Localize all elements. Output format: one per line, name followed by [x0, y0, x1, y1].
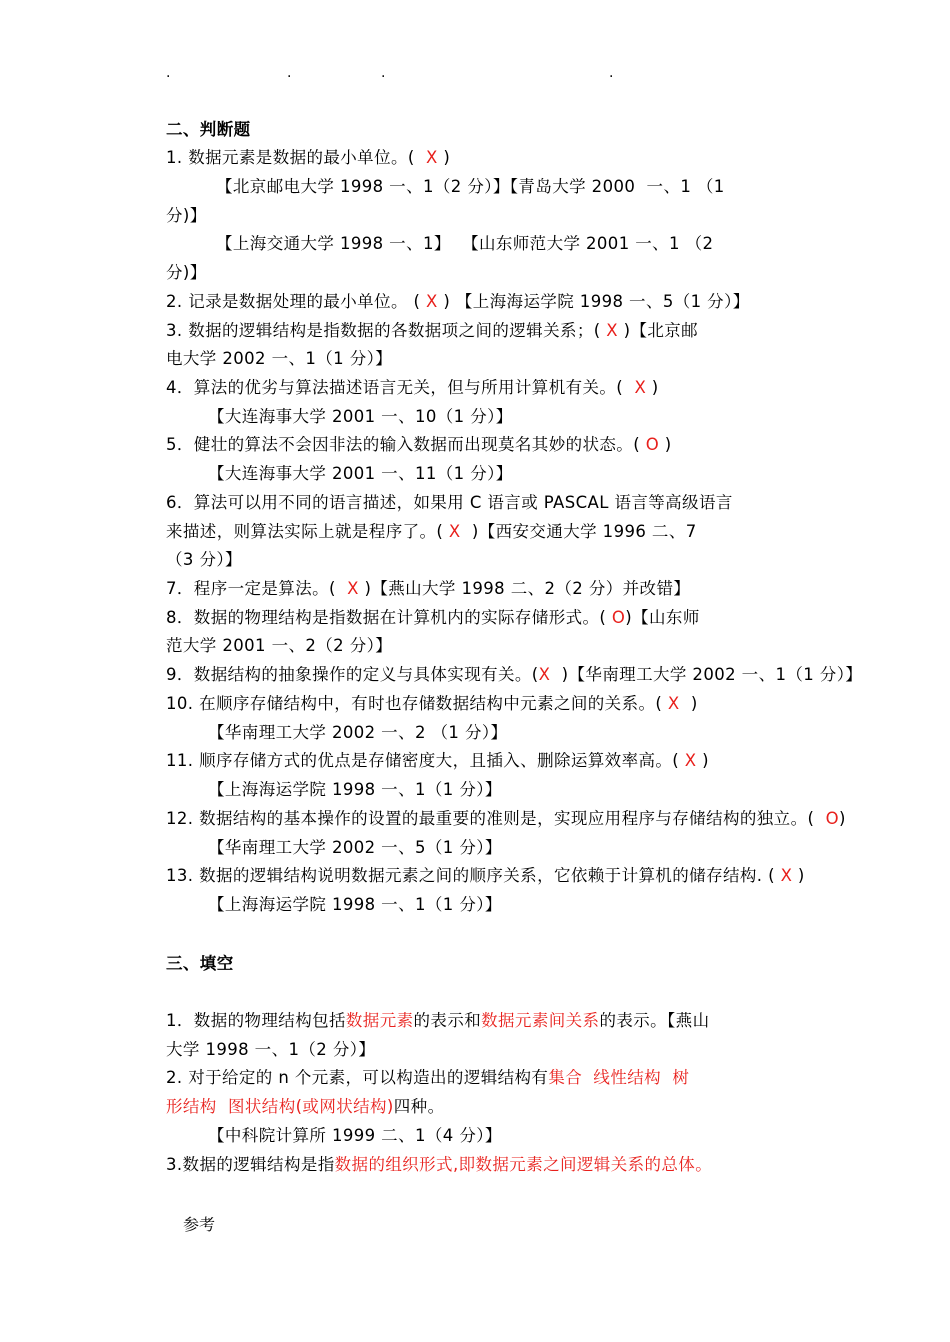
- source-line: 分)】: [166, 263, 207, 282]
- header-dot: .: [287, 65, 292, 81]
- answer-text: 数据元素: [345, 1011, 414, 1030]
- question-line: 12. 数据结构的基本操作的设置的最重要的准则是，实现应用程序与存储结构的独立。( O): [166, 809, 846, 828]
- source-line: 电大学 2002 一、1（1 分）】: [166, 349, 393, 368]
- question-line: 10. 在顺序存储结构中，有时也存储数据结构中元素之间的关系。( X ): [166, 694, 698, 713]
- source-line: 【大连海事大学 2001 一、11（1 分）】: [208, 464, 513, 483]
- answer-mark: X: [426, 148, 438, 167]
- answer-text: 集合 线性结构 树: [548, 1068, 690, 1087]
- header-dot: .: [609, 65, 614, 81]
- header-dot: .: [166, 65, 171, 81]
- header-dot: .: [381, 65, 386, 81]
- source-line: 【北京邮电大学 1998 一、1（2 分）】【青岛大学 2000 一、1 （1: [216, 177, 725, 196]
- question-line: 5．健壮的算法不会因非法的输入数据而出现莫名其妙的状态。( O ): [166, 435, 672, 454]
- question-line: 2. 对于给定的 n 个元素，可以构造出的逻辑结构有集合 线性结构 树: [166, 1068, 690, 1087]
- source-line: 【大连海事大学 2001 一、10（1 分）】: [208, 407, 513, 426]
- answer-mark: X: [347, 579, 359, 598]
- question-line: 1．数据的物理结构包括数据元素的表示和数据元素间关系的表示。【燕山: [166, 1011, 710, 1030]
- question-line: 11. 顺序存储方式的优点是存储密度大，且插入、删除运算效率高。( X ): [166, 751, 709, 770]
- question-line: 3. 数据的逻辑结构是指数据的各数据项之间的逻辑关系；( X )【北京邮: [166, 321, 699, 340]
- source-line: 范大学 2001 一、2（2 分）】: [166, 636, 393, 655]
- answer-text: 数据的组织形式,即数据元素之间逻辑关系的总体。: [334, 1155, 713, 1174]
- answer-mark: X: [667, 694, 680, 713]
- answer-mark: O: [611, 608, 626, 627]
- answer-mark: X: [634, 378, 647, 397]
- source-line: 分)】: [166, 206, 207, 225]
- section-heading-judgement: 二、判断题: [166, 120, 251, 139]
- question-line: 2. 记录是数据处理的最小单位。 ( X ) 【上海海运学院 1998 一、5（1 分）】: [166, 292, 750, 311]
- question-line: 1. 数据元素是数据的最小单位。( X ): [166, 148, 451, 167]
- answer-mark: X: [606, 321, 618, 340]
- question-line: 7．程序一定是算法。( X )【燕山大学 1998 二、2（2 分）并改错】: [166, 579, 691, 598]
- answer-text: 数据元素间关系: [481, 1011, 600, 1030]
- question-line: 8．数据的物理结构是指数据在计算机内的实际存储形式。( O)【山东师: [166, 608, 700, 627]
- source-line: 【上海海运学院 1998 一、1（1 分）】: [208, 780, 502, 799]
- question-line: 13. 数据的逻辑结构说明数据元素之间的顺序关系，它依赖于计算机的储存结构. ( X ): [166, 866, 805, 885]
- answer-mark: X: [538, 665, 551, 684]
- source-line: 【上海海运学院 1998 一、1（1 分）】: [208, 895, 502, 914]
- question-line: 9．数据结构的抽象操作的定义与具体实现有关。(X )【华南理工大学 2002 一、1（1 分）】: [166, 665, 863, 684]
- answer-mark: X: [780, 866, 793, 885]
- question-line: 3.数据的逻辑结构是指数据的组织形式,即数据元素之间逻辑关系的总体。: [166, 1155, 713, 1174]
- answer-mark: O: [645, 435, 660, 454]
- answer-text: 形结构 图状结构(或网状结构): [166, 1097, 394, 1116]
- source-line: 【华南理工大学 2002 一、2 （1 分）】: [208, 723, 508, 742]
- question-line: 6．算法可以用不同的语言描述，如果用 C 语言或 PASCAL 语言等高级语言: [166, 493, 733, 512]
- question-line: 来描述，则算法实际上就是程序了。( X )【西安交通大学 1996 二、7: [166, 522, 697, 541]
- source-line: （3 分）】: [166, 550, 242, 569]
- page-footer: 参考: [183, 1215, 216, 1234]
- answer-mark: X: [448, 522, 461, 541]
- answer-mark: X: [684, 751, 697, 770]
- source-line: 【中科院计算所 1999 二、1（4 分）】: [208, 1126, 502, 1145]
- answer-mark: O: [825, 809, 840, 828]
- source-line: 大学 1998 一、1（2 分）】: [166, 1040, 376, 1059]
- section-heading-fill-blank: 三、填空: [166, 954, 234, 973]
- answer-line: 形结构 图状结构(或网状结构)四种。: [166, 1097, 445, 1116]
- answer-mark: X: [426, 292, 438, 311]
- source-line: 【华南理工大学 2002 一、5（1 分）】: [208, 838, 502, 857]
- source-line: 【上海交通大学 1998 一、1】 【山东师范大学 2001 一、1 （2: [216, 234, 714, 253]
- question-line: 4．算法的优劣与算法描述语言无关，但与所用计算机有关。( X ): [166, 378, 659, 397]
